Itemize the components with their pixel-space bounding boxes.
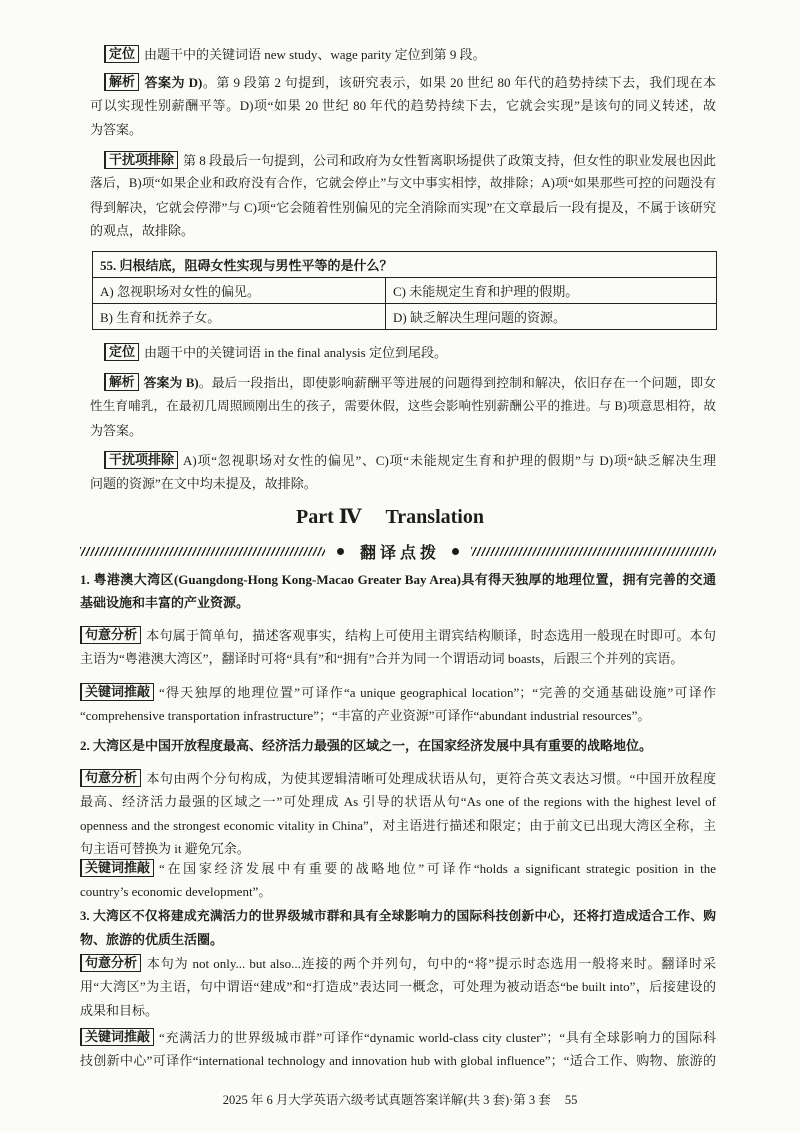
- translation-item-1-analysis: [80, 624, 716, 671]
- distractor-text: 第 8 段最后一句提到，公司和政府为女性暂离职场提供了政策支持，但女性的职业发展也因此: [183, 153, 716, 168]
- analysis-line: 为答案。: [90, 121, 143, 137]
- banner-title: 翻译点拨: [360, 544, 441, 562]
- sentence-line: [80, 905, 716, 928]
- translation-item-2-keywords: [80, 857, 716, 904]
- answer-text: 答案为 B): [143, 376, 199, 390]
- distractor-text: A)项“忽视职场对女性的偏见”、C)项“未能规定生育和护理的假期”与 D)项“缺乏解决生理: [183, 453, 716, 468]
- analysis-line: 最高、经济活力最强的区域之一”可处理成 As 引导的状语从句“As one of the regions with the highest level of: [80, 794, 716, 810]
- keywords-text: “在国家经济发展中有重要的战略地位”可译作“holds a significant strategic position in the: [159, 861, 716, 876]
- keywords-tag: 关键词推敲: [80, 683, 154, 701]
- distractor-line: 落后，B)项“如果企业和政府没有合作，它就会停止”与文中事实相悖，故排除；A)项“如果那些可控的问题没有: [90, 176, 716, 191]
- keywords-tag: 关键词推敲: [80, 1028, 154, 1046]
- sentence-text: 大湾区是中国开放程度最高、经济活力最强的区域之一，在国家经济发展中具有重要的战略地位。: [93, 738, 653, 753]
- analysis-text: 。最后一段指出，即使影响薪酬平等进展的问题得到控制和解决，依旧存在一个问题，即女: [198, 376, 716, 390]
- locate-text: 由题干中的关键词语 new study、wage parity 定位到第 9 段。: [144, 47, 486, 62]
- part-number: Part Ⅳ: [296, 506, 362, 528]
- analysis-text: 本句由两个分句构成，为使其逻辑清晰可处理成状语从句，更符合英文表达习惯。“中国开放程度: [146, 771, 716, 786]
- locate-line: [90, 341, 716, 364]
- question-stem: 55. 归根结底，阻碍女性实现与男性平等的是什么？: [93, 252, 717, 278]
- translation-item-3-sentence: [80, 905, 716, 952]
- translation-item-1-sentence: [80, 568, 716, 615]
- analysis-tag: 解析: [104, 373, 139, 391]
- page-footer: [0, 1090, 800, 1110]
- analysis-line: [80, 952, 716, 975]
- sentence-line: 物、旅游的优质生活圈。: [80, 932, 224, 948]
- keywords-line: [80, 1026, 716, 1049]
- part-heading: [0, 504, 780, 530]
- translation-item-2-analysis: [80, 767, 716, 861]
- keywords-line: country’s economic development”。: [80, 884, 272, 900]
- analysis-line: 成果和目标。: [80, 1002, 159, 1018]
- analysis-line: [90, 71, 716, 94]
- analysis-text: 本句为 not only... but also...连接的两个并列句，句中的“将”提示时态选用一般将来时。翻译时采: [146, 956, 716, 971]
- analysis-tag: 句意分析: [80, 954, 141, 972]
- distractor-line: [90, 449, 716, 472]
- footer-title: 2025 年 6 月大学英语六级考试真题答案详解(共 3 套)·第 3 套: [222, 1093, 551, 1107]
- sentence-line: [80, 568, 716, 591]
- item-number: 3.: [80, 909, 90, 923]
- bullet-dot-icon: [337, 548, 344, 555]
- analysis-text: 本句属于简单句，描述客观事实，结构上可使用主谓宾结构顺译，时态选用一般现在时即可。本句: [146, 628, 716, 643]
- q54-locate: [90, 43, 716, 66]
- locate-tag: 定位: [104, 343, 139, 361]
- analysis-line: 为答案。: [90, 422, 143, 438]
- distractor-line: 的观点，故排除。: [90, 223, 195, 239]
- question-55-table: [92, 251, 717, 330]
- keywords-text: “得天独厚的地理位置”可译作“a unique geographical location”；“完善的交通基础设施”可译作: [159, 685, 716, 700]
- sentence-line: [80, 734, 716, 757]
- analysis-line: openness and the strongest economic vitality in China”，对主语进行描述和限定；由于前文已出现大湾区全称，主: [80, 817, 716, 833]
- sentence-line: 基础设施和丰富的产业资源。: [80, 595, 250, 611]
- distractor-tag: 干扰项排除: [104, 151, 178, 169]
- keywords-line: [80, 681, 716, 704]
- hatch-decoration-left: [80, 547, 325, 556]
- item-number: 1.: [80, 572, 90, 587]
- bullet-dot-icon: [452, 548, 459, 555]
- option-d: D) 缺乏解决生理问题的资源。: [386, 304, 717, 330]
- sentence-text: 大湾区不仅将建成充满活力的世界级城市群和具有全球影响力的国际科技创新中心，还将打造成适合工作、购: [92, 909, 716, 923]
- sentence-text: 粤港澳大湾区(Guangdong-Hong Kong-Macao Greater Bay Area)具有得天独厚的地理位置，拥有完善的交通: [93, 572, 716, 587]
- q54-distractor: [90, 149, 716, 243]
- translation-item-3-analysis: [80, 952, 716, 1022]
- analysis-text: 。第 9 段第 2 句提到，该研究表示，如果 20 世纪 80 年代的趋势持续下去，我们现在本: [202, 75, 716, 90]
- distractor-line: 得到解决，它就会停滞”与 C)项“它会随着性别偏见的完全消除而实现”在文章最后一段有提及，不属于该研究: [90, 199, 716, 215]
- analysis-tag: 句意分析: [80, 769, 141, 787]
- keywords-text: “充满活力的世界级城市群”可译作“dynamic world-class city cluster”；“具有全球影响力的国际科: [159, 1030, 716, 1045]
- analysis-line: 可以实现性别薪酬平等。D)项“如果 20 世纪 80 年代的趋势持续下去，它就会实现”是该句的同义转述，故: [90, 98, 716, 114]
- analysis-line: [80, 624, 716, 647]
- translation-item-1-keywords: [80, 681, 716, 728]
- locate-text: 由题干中的关键词语 in the final analysis 定位到尾段。: [144, 345, 447, 360]
- translation-item-2-sentence: [80, 734, 716, 757]
- q54-analysis: [90, 71, 716, 141]
- section-banner: [80, 541, 716, 561]
- keywords-line: “comprehensive transportation infrastructure”；“丰富的产业资源”可译作“abundant industrial resources”。: [80, 708, 651, 724]
- distractor-line: 问题的资源”在文中均未提及，故排除。: [90, 476, 317, 492]
- translation-item-3-keywords: [80, 1026, 716, 1073]
- hatch-decoration-right: [471, 547, 716, 556]
- locate-line: [90, 43, 716, 66]
- q55-analysis: [90, 372, 716, 442]
- analysis-line: [80, 767, 716, 790]
- option-a: A) 忽视职场对女性的偏见。: [93, 278, 386, 304]
- distractor-line: [90, 149, 716, 172]
- analysis-line: [90, 372, 716, 395]
- distractor-tag: 干扰项排除: [104, 451, 178, 469]
- analysis-tag: 句意分析: [80, 626, 141, 644]
- keywords-tag: 关键词推敲: [80, 859, 154, 877]
- analysis-line: 用“大湾区”为主语，句中谓语“建成”和“打造成”表达同一概念，可处理为被动语态“be built into”，后接建设的: [80, 979, 716, 995]
- keywords-line: 技创新中心”可译作“international technology and innovation hub with global influence”；“适合工作、购物、旅游的: [80, 1053, 716, 1069]
- analysis-tag: 解析: [104, 73, 139, 91]
- q55-distractor: [90, 449, 716, 496]
- keywords-line: [80, 857, 716, 880]
- page-number: 55: [564, 1093, 578, 1107]
- analysis-line: 主语为“粤港澳大湾区”，翻译时可将“具有”和“拥有”合并为同一个谓语动词 boasts，后跟三个并列的宾语。: [80, 651, 684, 667]
- analysis-line: 性生育哺乳，在最初几周照顾刚出生的孩子，需要休假，这些会影响性别薪酬公平的推进。与 B)项意思相符，故: [90, 399, 716, 414]
- q55-locate: [90, 341, 716, 364]
- item-number: 2.: [80, 738, 90, 753]
- option-c: C) 未能规定生育和护理的假期。: [386, 278, 717, 304]
- part-title: Translation: [385, 506, 484, 528]
- analysis-line: 句主语可替换为 it 避免冗余。: [80, 841, 250, 857]
- option-b: B) 生育和抚养子女。: [93, 304, 386, 330]
- locate-tag: 定位: [104, 45, 139, 63]
- answer-text: 答案为 D): [144, 75, 203, 90]
